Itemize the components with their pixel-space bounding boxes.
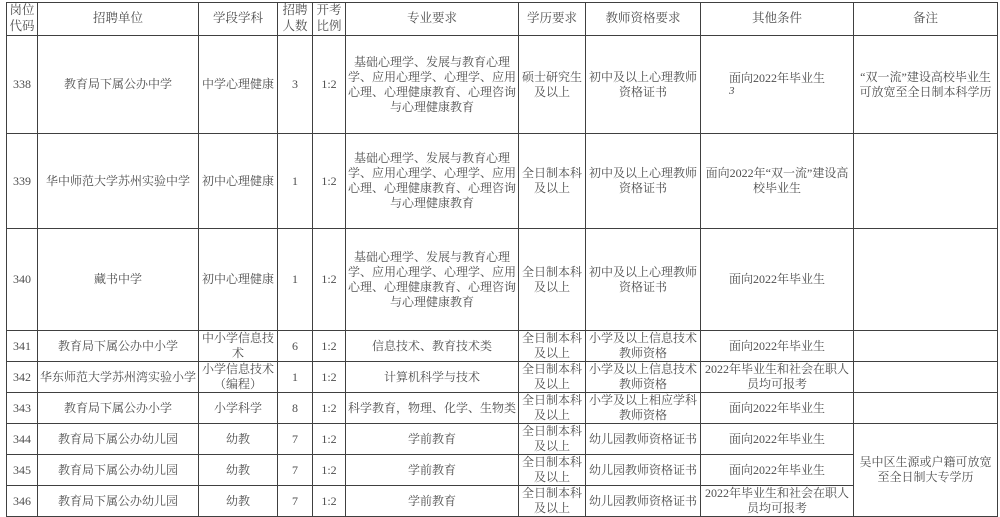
col-header-recruiting-unit: 招聘单位 xyxy=(38,3,199,36)
cell-other-conditions: 面向2022年毕业生 xyxy=(701,331,854,362)
cell-remarks: “双一流”建设高校毕业生可放宽至全日制本科学历 xyxy=(854,36,998,134)
cell-position-code: 339 xyxy=(7,134,38,229)
table-row xyxy=(7,331,998,362)
cell-major-requirement: 学前教育 xyxy=(346,455,519,486)
cell-exam-ratio: 1:2 xyxy=(313,134,346,229)
cell-recruiting-unit: 教育局下属公办中学 xyxy=(38,36,199,134)
cell-exam-ratio: 1:2 xyxy=(313,424,346,455)
cell-headcount: 1 xyxy=(278,134,313,229)
col-header-stage-subject: 学段学科 xyxy=(199,3,278,36)
cell-certificate-requirement: 初中及以上心理教师资格证书 xyxy=(586,229,701,331)
cell-major-requirement: 基础心理学、发展与教育心理学、应用心理学、心理学、应用心理、心理健康教育、心理咨询与心理健康教育 xyxy=(346,229,519,331)
cell-certificate-requirement: 小学及以上信息技术教师资格 xyxy=(586,362,701,393)
cell-other-conditions xyxy=(701,36,854,134)
cell-position-code: 343 xyxy=(7,393,38,424)
cell-recruiting-unit: 教育局下属公办中小学 xyxy=(38,331,199,362)
cell-certificate-requirement: 幼儿园教师资格证书 xyxy=(586,486,701,517)
footnote-marker: 3 xyxy=(729,85,735,98)
cell-recruiting-unit: 华中师范大学苏州实验中学 xyxy=(38,134,199,229)
cell-certificate-requirement: 幼儿园教师资格证书 xyxy=(586,455,701,486)
cell-major-requirement: 科学教育，物理、化学、生物类 xyxy=(346,393,519,424)
recruitment-table xyxy=(6,2,998,517)
cell-certificate-requirement: 小学及以上信息技术教师资格 xyxy=(586,331,701,362)
cell-stage-subject: 幼教 xyxy=(199,486,278,517)
cell-recruiting-unit: 教育局下属公办幼儿园 xyxy=(38,424,199,455)
cell-other-conditions: 2022年毕业生和社会在职人员均可报考 xyxy=(701,486,854,517)
table-row xyxy=(7,455,998,486)
table-row xyxy=(7,134,998,229)
cell-other-conditions: 面向2022年毕业生 xyxy=(701,393,854,424)
cell-exam-ratio: 1:2 xyxy=(313,362,346,393)
cell-other-conditions: 面向2022年毕业生 xyxy=(701,229,854,331)
col-header-headcount: 招聘人数 xyxy=(278,3,313,36)
cell-exam-ratio: 1:2 xyxy=(313,36,346,134)
cell-position-code: 345 xyxy=(7,455,38,486)
cell-remarks xyxy=(854,362,998,393)
cell-position-code: 344 xyxy=(7,424,38,455)
cell-stage-subject: 小学信息技术（编程） xyxy=(199,362,278,393)
cell-recruiting-unit: 华东师范大学苏州湾实验小学 xyxy=(38,362,199,393)
cell-other-conditions: 面向2022年毕业生 xyxy=(701,455,854,486)
table-row xyxy=(7,393,998,424)
cell-major-requirement: 信息技术、教育技术类 xyxy=(346,331,519,362)
col-header-certificate-requirement: 教师资格要求 xyxy=(586,3,701,36)
cell-recruiting-unit: 教育局下属公办小学 xyxy=(38,393,199,424)
cell-other-conditions: 面向2022年毕业生 xyxy=(701,424,854,455)
cell-stage-subject: 初中心理健康 xyxy=(199,229,278,331)
cell-headcount: 3 xyxy=(278,36,313,134)
cell-education-requirement: 全日制本科及以上 xyxy=(519,486,586,517)
cell-certificate-requirement: 初中及以上心理教师资格证书 xyxy=(586,134,701,229)
cell-stage-subject: 中学心理健康 xyxy=(199,36,278,134)
cell-stage-subject: 幼教 xyxy=(199,455,278,486)
cell-headcount: 7 xyxy=(278,424,313,455)
cell-education-requirement: 全日制本科及以上 xyxy=(519,455,586,486)
cell-headcount: 1 xyxy=(278,229,313,331)
col-header-education-requirement: 学历要求 xyxy=(519,3,586,36)
cell-education-requirement: 全日制本科及以上 xyxy=(519,362,586,393)
cell-remarks-merged: 吴中区生源或户籍可放宽至全日制大专学历 xyxy=(854,424,998,517)
col-header-other-conditions: 其他条件 xyxy=(701,3,854,36)
cell-recruiting-unit: 教育局下属公办幼儿园 xyxy=(38,455,199,486)
cell-headcount: 1 xyxy=(278,362,313,393)
cell-headcount: 6 xyxy=(278,331,313,362)
cell-education-requirement: 全日制本科及以上 xyxy=(519,393,586,424)
col-header-remarks: 备注 xyxy=(854,3,998,36)
table-row xyxy=(7,424,998,455)
cell-major-requirement: 学前教育 xyxy=(346,424,519,455)
cell-major-requirement: 基础心理学、发展与教育心理学、应用心理学、心理学、应用心理、心理健康教育、心理咨询与心理健康教育 xyxy=(346,36,519,134)
other-conditions-text: 面向2022年毕业生 xyxy=(728,71,825,86)
cell-position-code: 342 xyxy=(7,362,38,393)
col-header-exam-ratio: 开考比例 xyxy=(313,3,346,36)
cell-education-requirement: 全日制本科及以上 xyxy=(519,229,586,331)
col-header-position-code: 岗位代码 xyxy=(7,3,38,36)
cell-education-requirement: 硕士研究生及以上 xyxy=(519,36,586,134)
cell-exam-ratio: 1:2 xyxy=(313,393,346,424)
cell-stage-subject: 小学科学 xyxy=(199,393,278,424)
cell-headcount: 7 xyxy=(278,486,313,517)
cell-certificate-requirement: 小学及以上相应学科教师资格 xyxy=(586,393,701,424)
cell-position-code: 341 xyxy=(7,331,38,362)
cell-certificate-requirement: 幼儿园教师资格证书 xyxy=(586,424,701,455)
cell-headcount: 7 xyxy=(278,455,313,486)
cell-remarks xyxy=(854,393,998,424)
cell-other-conditions: 面向2022年“双一流”建设高校毕业生 xyxy=(701,134,854,229)
header-row xyxy=(7,3,998,36)
cell-position-code: 340 xyxy=(7,229,38,331)
cell-stage-subject: 幼教 xyxy=(199,424,278,455)
cell-remarks xyxy=(854,331,998,362)
table-row xyxy=(7,229,998,331)
cell-certificate-requirement: 初中及以上心理教师资格证书 xyxy=(586,36,701,134)
cell-remarks xyxy=(854,229,998,331)
col-header-major-requirement: 专业要求 xyxy=(346,3,519,36)
cell-exam-ratio: 1:2 xyxy=(313,331,346,362)
cell-major-requirement: 计算机科学与技术 xyxy=(346,362,519,393)
table-row xyxy=(7,362,998,393)
cell-remarks xyxy=(854,134,998,229)
cell-stage-subject: 初中心理健康 xyxy=(199,134,278,229)
table-row xyxy=(7,36,998,134)
cell-stage-subject: 中小学信息技术 xyxy=(199,331,278,362)
table-row xyxy=(7,486,998,517)
cell-recruiting-unit: 教育局下属公办幼儿园 xyxy=(38,486,199,517)
cell-education-requirement: 全日制本科及以上 xyxy=(519,424,586,455)
cell-education-requirement: 全日制本科及以上 xyxy=(519,134,586,229)
cell-recruiting-unit: 藏书中学 xyxy=(38,229,199,331)
cell-position-code: 338 xyxy=(7,36,38,134)
cell-major-requirement: 学前教育 xyxy=(346,486,519,517)
cell-exam-ratio: 1:2 xyxy=(313,486,346,517)
cell-headcount: 8 xyxy=(278,393,313,424)
cell-position-code: 346 xyxy=(7,486,38,517)
cell-exam-ratio: 1:2 xyxy=(313,455,346,486)
cell-major-requirement: 基础心理学、发展与教育心理学、应用心理学、心理学、应用心理、心理健康教育、心理咨询与心理健康教育 xyxy=(346,134,519,229)
cell-exam-ratio: 1:2 xyxy=(313,229,346,331)
cell-education-requirement: 全日制本科及以上 xyxy=(519,331,586,362)
cell-other-conditions: 2022年毕业生和社会在职人员均可报考 xyxy=(701,362,854,393)
